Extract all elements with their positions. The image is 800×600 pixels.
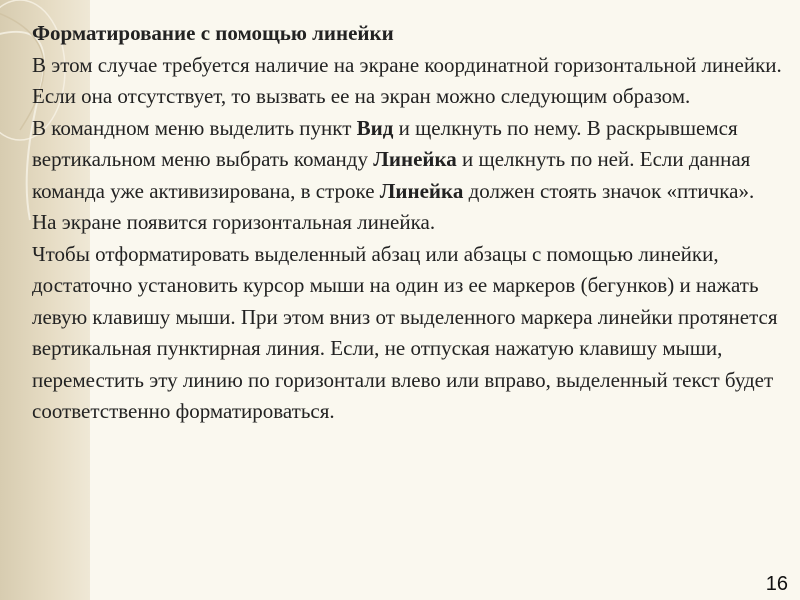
paragraph-3: Чтобы отформатировать выделенный абзац или абзацы с помощью линейки, достаточно установить курсор мыши на один из ее маркеров (бегунков) и нажать левую клавишу мыши. При этом вниз от выделенного маркера линейки протянется вертикальная пунктирная линия. Если, не отпуская нажатую клавишу мыши, переместить эту линию по горизонтали влево или вправо, выделенный текст будет соответственно форматироваться. [32,241,778,423]
slide-text-block [32,18,782,428]
paragraph-2 [32,113,782,239]
bold-term-vid: Вид [356,115,394,140]
bold-term-lineyka: Линейка [379,178,464,203]
paragraph-2-text: В командном меню выделить пункт [32,115,357,140]
slide-title: Форматирование с помощью линейки [32,21,394,45]
paragraph-2-text: и щелкнуть по нему. В раскрывшемся вертикальном меню выбрать команду [32,115,738,171]
paragraph-1: В этом случае требуется наличие на экране координатной горизонтальной линейки. Если она отсутствует, то вызвать ее на экран можно следующим образом. [32,52,782,108]
paragraph-2-text: и щелкнуть по ней. Если данная команда уже активизирована, в строке [32,147,751,203]
page-number: 16 [765,573,788,595]
paragraph-2-text: должен стоять значок «птичка». На экране появится горизонтальная линейка. [32,178,755,234]
bold-term-lineyka: Линейка [373,147,457,171]
